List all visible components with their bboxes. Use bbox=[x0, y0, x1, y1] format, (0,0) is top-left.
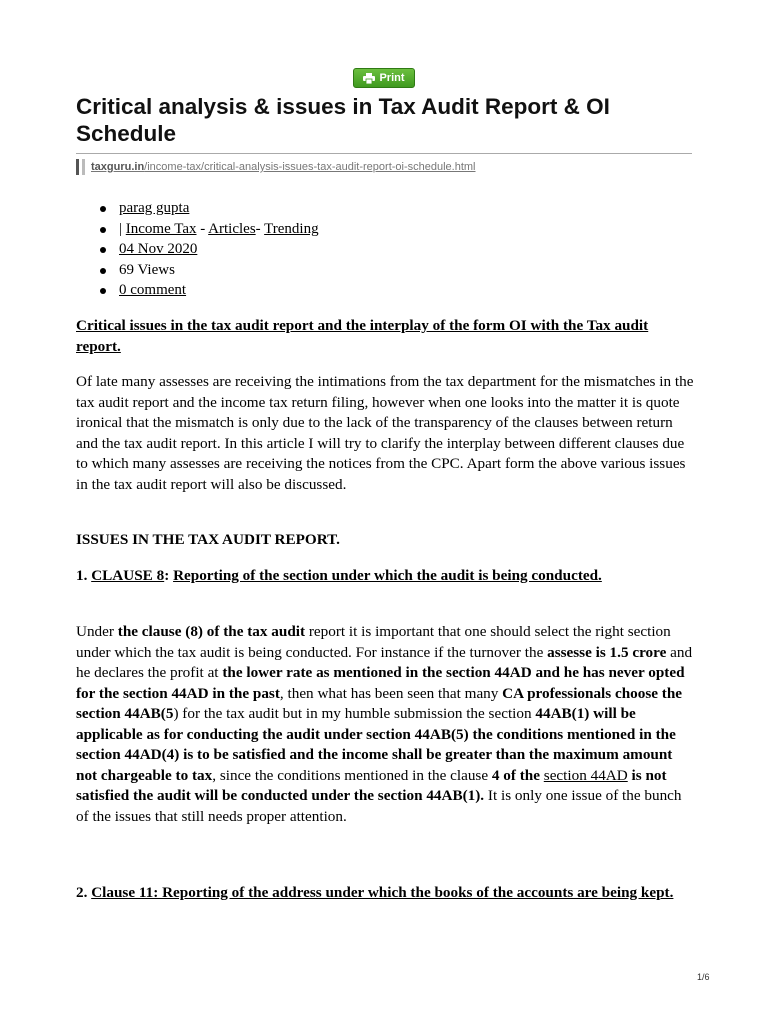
bold-run: assesse is 1.5 crore bbox=[547, 643, 667, 661]
date-link[interactable]: 04 Nov 2020 bbox=[119, 241, 198, 257]
author-link[interactable]: parag gupta bbox=[119, 200, 190, 216]
clause8-paragraph bbox=[76, 622, 696, 827]
print-button[interactable] bbox=[353, 68, 415, 88]
text-run: , since the conditions mentioned in the clause bbox=[212, 766, 492, 784]
intro-paragraph: Of late many assesses are receiving the intimations from the tax department for the mismatches in the tax audit report and the income tax return filing, however when one looks into the matter it is quote ironical that the mismatch is only due to the lack of the transparency of the clauses between return and the tax audit report. In this article I will try to clarify the interplay between different clauses due to which many assesses are receiving the notices from the CPC. Apart form the above various issues in the tax audit report will also be discussed. bbox=[76, 373, 694, 493]
clause8-title: Reporting of the section under which the audit is being conducted. bbox=[173, 567, 602, 584]
title-divider bbox=[76, 153, 692, 154]
article-meta-list bbox=[76, 198, 319, 301]
section-44ad-link[interactable]: section 44AD bbox=[543, 766, 628, 784]
source-bar bbox=[76, 159, 79, 175]
bold-run: CA professionals choose the section 44AB(5 bbox=[76, 684, 683, 722]
meta-categories bbox=[76, 219, 319, 240]
intro-heading: Critical issues in the tax audit report and the interplay of the form OI with the Tax audit report. bbox=[76, 317, 649, 355]
clause8-colon: : bbox=[164, 567, 174, 584]
text-run: , then what has been seen that many bbox=[279, 684, 503, 702]
text-run: It is only one issue of the bunch of the issues that still needs proper attention. bbox=[76, 787, 682, 825]
issues-heading: ISSUES IN THE TAX AUDIT REPORT. bbox=[76, 531, 340, 548]
meta-date bbox=[76, 239, 319, 260]
clause8-link[interactable]: CLAUSE 8 bbox=[91, 567, 165, 584]
page-title: Critical analysis & issues in Tax Audit Report & OI Schedule bbox=[76, 94, 610, 146]
comments-link[interactable]: 0 comment bbox=[119, 282, 187, 298]
text-run: Under bbox=[76, 623, 118, 640]
category-prefix: | bbox=[119, 220, 126, 237]
views-count: 69 Views bbox=[119, 261, 175, 278]
category-link-income-tax[interactable]: Income Tax bbox=[125, 220, 197, 237]
bold-run: 4 of the bbox=[491, 766, 544, 784]
meta-author bbox=[76, 198, 319, 219]
category-separator: - bbox=[255, 220, 265, 237]
clause11-title: Clause 11: Reporting of the address under which the books of the accounts are being kept. bbox=[91, 884, 674, 901]
bold-run: 44AB(1) will be applicable as for conducting the audit under section 44AB(5) the conditions mentioned in the section 44AD(4) is to be satisfied and the income shall be greater than the maximum amount not chargeable to tax bbox=[76, 705, 676, 784]
clause8-number: 1. bbox=[76, 567, 92, 584]
source-link[interactable] bbox=[76, 159, 476, 175]
bold-run: the clause (8) of the tax audit bbox=[117, 623, 306, 640]
printer-icon bbox=[363, 73, 375, 84]
text-run: and he declares the profit at bbox=[76, 643, 693, 681]
source-path: /income-tax/critical-analysis-issues-tax-audit-report-oi-schedule.html bbox=[144, 161, 476, 173]
source-host: taxguru.in bbox=[91, 161, 145, 173]
category-link-trending[interactable]: Trending bbox=[264, 220, 319, 237]
page-number: 1/6 bbox=[697, 972, 710, 982]
category-separator: - bbox=[196, 220, 209, 237]
clause11-number: 2. bbox=[76, 884, 92, 901]
source-url[interactable] bbox=[91, 161, 476, 173]
source-bar-light bbox=[82, 159, 85, 175]
text-run: ) for the tax audit but in my humble submission the section bbox=[173, 705, 536, 722]
bold-run: the lower rate as mentioned in the section 44AD and he has never opted for the section 44AD in the past bbox=[76, 664, 685, 702]
clause8-heading bbox=[76, 566, 696, 587]
text-run: report it is important that one should select the right section under which the tax audit is being conducted. For instance if the turnover the bbox=[76, 623, 671, 661]
bold-run: is not satisfied the audit will be conducted under the section 44AB(1). bbox=[76, 766, 667, 804]
print-button-label: Print bbox=[379, 72, 405, 84]
category-link-articles[interactable]: Articles bbox=[208, 220, 256, 237]
meta-comments bbox=[76, 280, 319, 301]
meta-views bbox=[76, 260, 319, 281]
clause11-heading bbox=[76, 883, 696, 904]
